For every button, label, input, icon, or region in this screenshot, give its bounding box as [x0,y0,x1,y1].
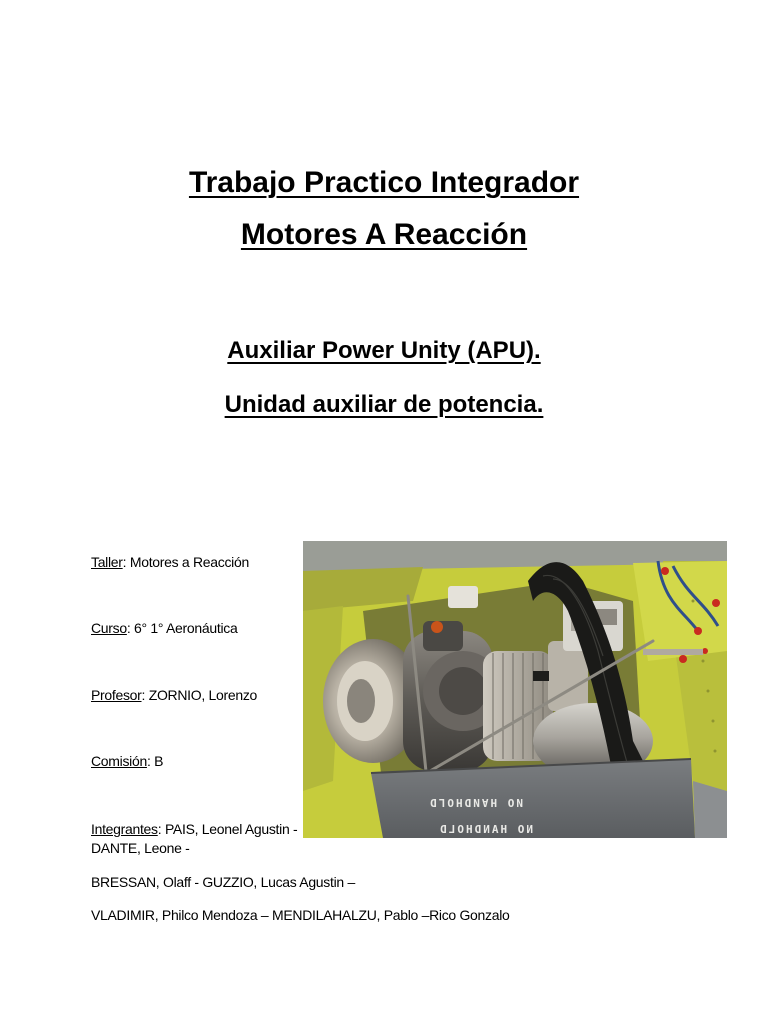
apu-access-panel [371,759,695,838]
info-comision-value: B [154,753,164,769]
info-taller-label: Taller [91,554,123,570]
info-profesor-label: Profesor [91,687,142,703]
panel-text-upper: NO HANDHOLD [428,796,523,809]
info-integrantes-label: Integrantes [91,821,158,837]
info-curso-separator: : [126,620,135,636]
info-comision-label: Comisión [91,753,147,769]
info-curso-value: 6° 1° Aeronáutica [134,620,238,636]
panel-text-lower: NO HANDHOLD [438,823,533,836]
info-curso-label: Curso [91,620,127,636]
info-integrantes-line-2: DANTE, Leone - [91,840,190,856]
info-taller-value: Motores a Reacción [129,554,249,570]
info-curso [91,619,237,638]
info-integrantes [91,820,297,839]
apu-photo-illustration [303,541,727,838]
info-integrantes-line-4: VLADIMIR, Philco Mendoza – MENDILAHALZU, Pablo –Rico Gonzalo [91,907,510,923]
info-integrantes-line-3: BRESSAN, Olaff - GUZZIO, Lucas Agustin – [91,874,355,890]
info-profesor-value: ZORNIO, Lorenzo [148,687,258,703]
info-comision-separator: : [146,753,155,769]
info-integrantes-value-line-1: PAIS, Leonel Agustin - [164,821,298,837]
info-taller [91,553,249,572]
apu-compartment-photo [303,541,727,838]
document-title-line-2: Motores A Reacción [240,218,528,251]
document-subtitle-line-1: Auxiliar Power Unity (APU). [227,337,541,364]
document-subtitle-line-2: Unidad auxiliar de potencia. [224,391,544,418]
document-title-line-1: Trabajo Practico Integrador [188,166,580,199]
info-integrantes-separator: : [157,821,165,837]
info-profesor-separator: : [141,687,149,703]
info-comision [91,752,163,771]
info-profesor [91,686,257,705]
info-taller-separator: : [122,554,130,570]
